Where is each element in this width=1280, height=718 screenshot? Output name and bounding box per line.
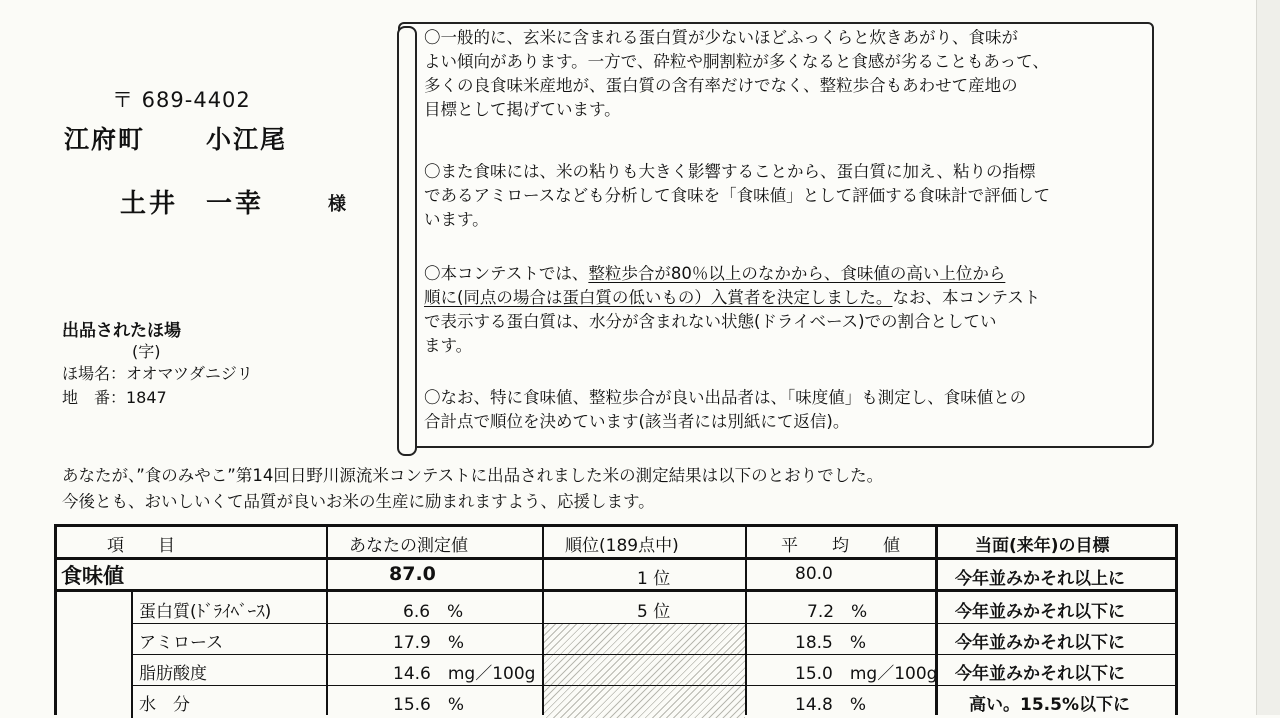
- header-rank: 順位(189点中): [565, 536, 679, 556]
- fatty-acid-average: 15.0 mg／100g: [795, 664, 938, 684]
- protein-average: 7.2 %: [807, 602, 868, 622]
- page-edge: [1256, 0, 1280, 715]
- note-paragraph-4: 〇なお、特に食味値、整粒歩合が良い出品者は、「味度値」も測定し、食味値との 合計点で順位を決めています(該当者には別紙にて返信)。: [424, 388, 1027, 431]
- row-label-amylose: アミロース: [139, 633, 224, 653]
- field-heading: 出品されたほ場: [62, 321, 181, 341]
- intro-line-1: あなたが、”食のみやこ”第14回日野川源流米コンテストに出品されました米の測定結果は以下のとおりでした。: [62, 466, 884, 485]
- field-name: ほ場名：オオマツダニジリ: [62, 364, 253, 383]
- hatched-empty-cell: [543, 623, 745, 718]
- address-district: 小江尾: [206, 125, 288, 154]
- header-goal: 当面(来年)の目標: [975, 536, 1110, 556]
- intro-line-2: 今後とも、おいしいくて品質が良いお米の生産に励まれますよう、応援します。: [62, 492, 655, 511]
- moisture-average: 14.8 %: [795, 695, 867, 715]
- fatty-acid-goal: 今年並みかそれ以下に: [955, 664, 1125, 684]
- taste-goal: 今年並みかそれ以上に: [955, 569, 1125, 589]
- note-paragraph-2: 〇また食味には、米の粘りも大きく影響することから、蛋白質に加え、粘りの指標 であるアミロースなども分析して食味を「食味値」として評価する食味計で評価して います。: [424, 162, 1051, 229]
- address-town: 江府町: [64, 125, 146, 154]
- row-label-protein: 蛋白質(ﾄﾞﾗｲﾍﾞｰｽ): [139, 602, 272, 622]
- amylose-average: 18.5 %: [795, 633, 867, 653]
- protein-goal: 今年並みかそれ以下に: [955, 602, 1125, 622]
- amylose-goal: 今年並みかそれ以下に: [955, 633, 1125, 653]
- protein-value: 6.6 %: [403, 602, 464, 622]
- honorific: 様: [328, 194, 346, 215]
- note-paragraph-1: 〇一般的に、玄米に含まれる蛋白質が少ないほどふっくらと炊きあがり、食味が よい傾向があります。一方で、砕粒や胴割粒が多くなると食感が劣ることもあって、 多くの良食味米産地が、蛋白質の含有率だけでなく、整粒歩合もあわせて産地の 目標として掲げています。: [424, 28, 1049, 119]
- recipient-surname: 土井: [120, 189, 179, 219]
- field-lot: 地 番：1847: [62, 388, 167, 407]
- header-average: 平 均 値: [781, 536, 900, 556]
- row-label-taste: 食味値: [61, 564, 124, 588]
- taste-value: 87.0: [389, 563, 436, 585]
- amylose-value: 17.9 %: [393, 633, 465, 653]
- protein-rank: 5 位: [637, 602, 671, 622]
- fatty-acid-value: 14.6 mg／100g: [393, 664, 536, 684]
- taste-rank: 1 位: [637, 569, 671, 589]
- results-table: [54, 524, 1178, 715]
- row-label-fatty-acid: 脂肪酸度: [139, 664, 207, 684]
- note-paragraph-3: 〇本コンテストでは、整粒歩合が80％以上のなかから、食味値の高い上位から 順に(同点の場合は蛋白質の低いもの）入賞者を決定しました。なお、本コンテスト で表示する蛋白質は、水分が含まれない状態(ドライベース)での割合としてい ます。: [424, 264, 1041, 355]
- moisture-goal: 高い。15.5%以下に: [969, 695, 1130, 715]
- moisture-value: 15.6 %: [393, 695, 465, 715]
- header-item: 項 目: [107, 536, 175, 556]
- underlined-criteria-2: 順に(同点の場合は蛋白質の低いもの）入賞者を決定しました。: [424, 288, 893, 307]
- field-aza: (字): [132, 342, 161, 361]
- scroll-roll-decoration: [397, 26, 417, 456]
- row-label-moisture: 水 分: [139, 695, 190, 715]
- underlined-criteria: 整粒歩合が80％以上のなかから、食味値の高い上位から: [588, 264, 1006, 283]
- recipient-given-name: 一幸: [206, 189, 265, 219]
- postal-code: 〒 689-4402: [112, 88, 251, 112]
- header-your-value: あなたの測定値: [349, 536, 468, 556]
- taste-average: 80.0: [795, 564, 833, 584]
